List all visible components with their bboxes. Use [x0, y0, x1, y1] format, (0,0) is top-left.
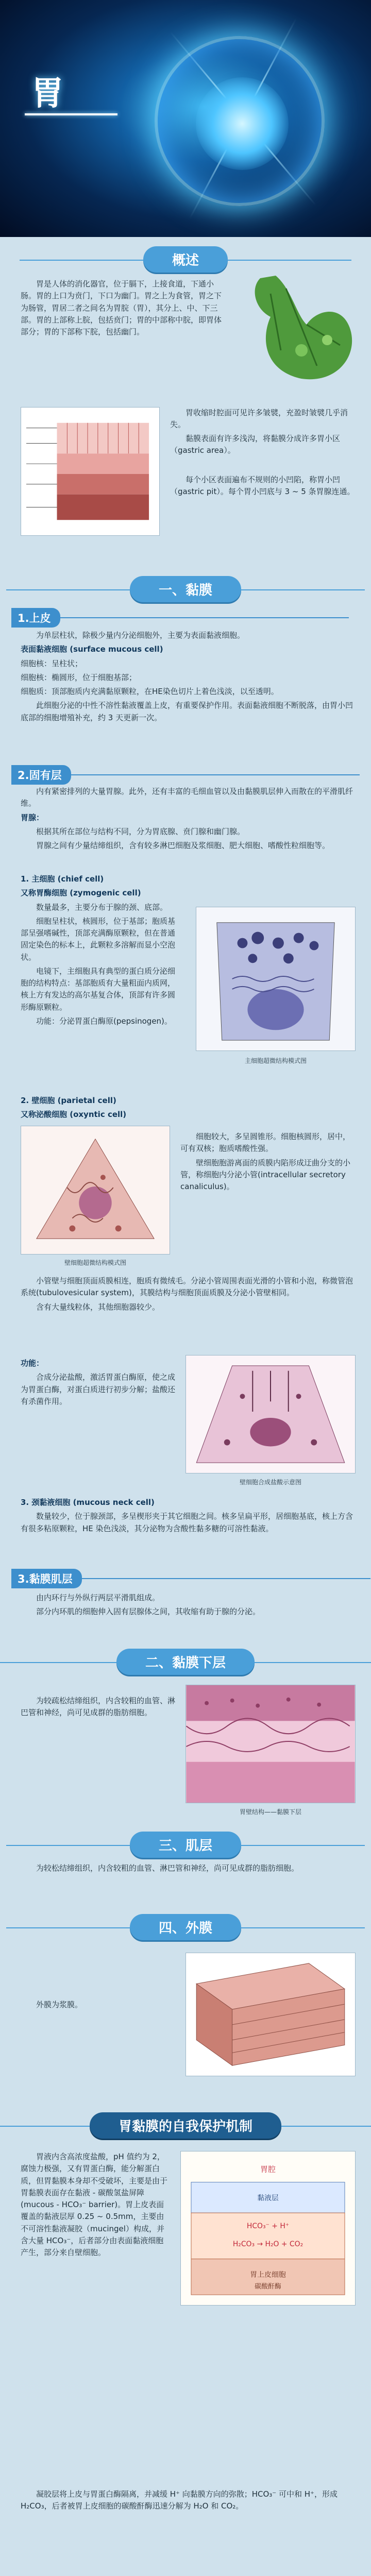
heading: 功能：: [21, 1359, 44, 1368]
section-title: 三、肌层: [130, 1832, 241, 1858]
overview-folds: 胃收缩时腔面可见许多皱襞，充盈时皱襞几乎消失。: [170, 408, 348, 430]
serosa-banner: [0, 1914, 371, 1940]
submucosa-micrograph: [185, 1685, 356, 1803]
parietal-cell-micrograph: [21, 1126, 170, 1255]
paragraph: 细胞较大，多呈圆锥形。细胞核圆形，居中，可有双核；胞质嗜酸性强。: [180, 1132, 351, 1154]
submucosa-caption: 胃壁结构——黏膜下层: [239, 1808, 301, 1816]
section-title: 胃黏膜的自我保护机制: [90, 2112, 281, 2139]
submucosa-banner: [0, 1649, 371, 1675]
glow-core: [196, 77, 289, 170]
chief-cell-caption: 主细胞超微结构模式图: [244, 1057, 307, 1064]
overview-paragraph: 胃是人体的消化器官，位于膈下，上接食道，下通小肠。胃的上口为贲门，下口为幽门。胃之上为食管，胃之下为肠管，胃居二者之间名为胃脘（胃），其分上、中、下三部。胃的上部称上脘，包括贲门；胃的中部称中脘，即胃体部分；胃的下部称下脘，包括幽门。: [21, 279, 222, 336]
diagram-label: 碳酸酐酶: [255, 2283, 281, 2291]
protection-text: 胃液内含高浓度盐酸，pH 值约为 2，腐蚀力极强，又有胃蛋白酶，能分解蛋白质，但胃黏膜本身却不受破坏，主要是由于胃黏膜表面存在黏液 - 碳酸氢盐屏障(mucous - HCO₃⁻ barrier)。胃上皮表面覆盖的黏液层厚 0.25 ~ 0.5mm，主要由不可溶性黏液凝胶（mucingel）构成，并含大量 HCO₃⁻，后者部分由表面黏液细胞产生，部分来自壁细胞。: [21, 2152, 168, 2257]
rule: [71, 774, 360, 775]
section-title: 一、黏膜: [130, 576, 241, 602]
page-title: 胃: [31, 75, 66, 113]
mucus-bicarbonate-barrier-diagram: [180, 2151, 356, 2306]
paragraph: 小管壁与细胞顶面质膜相连，胞质有微绒毛。分泌小管周围表面光滑的小管和小泡，称微管泡系统(tubulovesicular system)，其膜结构与细胞顶面质膜及分泌小管壁相同。: [21, 1276, 353, 1298]
subsection-tag: 1.上皮: [11, 608, 60, 628]
paragraph: 含有大量线粒体，其他细胞器较少。: [36, 1302, 160, 1312]
muscularis-text: [21, 1592, 356, 1620]
protection-text-2: 凝胶层将上皮与胃蛋白酶隔离，并减缓 H⁺ 向黏膜方向的弥散；HCO₃⁻ 可中和 H⁺，形成 H₂CO₃，后者被胃上皮细胞的碳酸酐酶迅速分解为 H₂O 和 CO₂。: [21, 2489, 338, 2511]
heading: 3. 颈黏液细胞 (mucous neck cell): [21, 1498, 155, 1507]
diagram-label: H₂CO₃ → H₂O + CO₂: [232, 2240, 303, 2248]
paragraph: 为单层柱状，除极少量内分泌细胞外，主要为表面黏液细胞。: [36, 631, 245, 640]
list-item: 细胞核：呈柱状；: [21, 658, 83, 668]
mucosa-banner: [0, 576, 371, 602]
heading: 又称胃酶细胞 (zymogenic cell): [21, 888, 141, 898]
paragraph: 壁细胞胞游离面的质膜内陷形成迂曲分支的小管，称细胞内分泌小管(intracellular secretory canaliculus)。: [180, 1158, 351, 1191]
heading: 2. 壁细胞 (parietal cell): [21, 1096, 116, 1105]
title-underline: [25, 113, 117, 115]
paragraph: 此细胞分泌的中性不溶性黏液覆盖上皮，有重要保护作用。表面黏液细胞不断脱落，由胃小凹底部的细胞增殖补充，约 3 天更新一次。: [21, 701, 353, 722]
protection-banner: [0, 2112, 371, 2139]
paragraph: 功能：分泌胃蛋白酶原(pepsinogen)。: [36, 1016, 172, 1026]
heading: 又称泌酸细胞 (oxyntic cell): [21, 1110, 127, 1120]
stomach-leaf-illustration: [229, 268, 363, 386]
parietal-function: [21, 1358, 175, 1410]
heading: 胃腺：: [21, 812, 44, 822]
paragraph: 部分内环肌的细胞伸入固有层腺体之间，其收缩有助于腺的分泌。: [36, 1607, 261, 1617]
mucous-neck-cell: [21, 1497, 356, 1537]
subsection-tag: 3.黏膜肌层: [11, 1569, 82, 1588]
diagram-label: 胃腔: [260, 2164, 276, 2174]
paragraph: 根据其所在部位与结构不同，分为胃底腺、贲门腺和幽门腺。: [36, 826, 245, 836]
submucosa-text: 为较疏松结缔组织，内含较粗的血管、淋巴管和神经，尚可见成群的脂肪细胞。: [21, 1696, 176, 1718]
chief-cell-micrograph: [196, 907, 356, 1051]
rule: [60, 617, 349, 618]
heading: 表面黏液细胞 (surface mucous cell): [21, 645, 163, 654]
subsection-lamina-propria: [11, 765, 360, 785]
paragraph: 由内环行与外纵行两层平滑肌组成。: [36, 1593, 160, 1602]
chief-cell-text: [21, 873, 175, 1029]
diagram-label: 胃上皮细胞: [250, 2270, 286, 2279]
paragraph: 胃腺之间有少量结缔组织，含有较多淋巴细胞及浆细胞、肥大细胞、嗜酸性粒细胞等。: [36, 841, 330, 850]
paragraph: 内有紧密排列的大量胃腺。此外，还有丰富的毛细血管以及由黏膜肌层伸入而散在的平滑肌纤维。: [21, 787, 353, 808]
diagram-label: HCO₃⁻ + H⁺: [246, 2222, 290, 2230]
subsection-tag: 2.固有层: [11, 765, 71, 785]
parietal-cell-caption: 壁细胞超微结构模式图: [64, 1259, 126, 1266]
parietal-cell-text: [180, 1131, 356, 1195]
parietal-cell-text-2: [21, 1275, 356, 1315]
serosa-text: 外膜为浆膜。: [36, 2000, 83, 2009]
paragraph: 合成分泌盐酸，激活胃蛋白酶原，使之成为胃蛋白酶，对蛋白质进行初步分解；盐酸还有杀菌作用。: [21, 1372, 176, 1406]
paragraph: 电镜下，主细胞具有典型的蛋白质分泌细胞的结构特点：基部胞质有大量粗面内质网，核上方有发达的高尔基复合体，顶部有许多圆形酶原颗粒。: [21, 966, 176, 1012]
section-title: 四、外膜: [130, 1914, 241, 1940]
paragraph: 数量较少，位于腺颈部，多呈楔形夹于其它细胞之间。核多呈扁平形，居细胞基底，核上方含有很多粘原颗粒，HE 染色浅淡，其分泌物为含酸性黏多糖的可溶性黏液。: [21, 1512, 353, 1533]
muscularis-layer-text: 为较松结缔组织，内含较粗的血管、淋巴管和神经，尚可见成群的脂肪细胞。: [36, 1863, 299, 1873]
section-title: 二、黏膜下层: [116, 1649, 255, 1675]
hero-banner: [0, 0, 371, 237]
diagram-label: 黏液层: [257, 2194, 279, 2202]
stomach-wall-3d-diagram: [185, 1953, 356, 2076]
subsection-epithelium: [11, 608, 349, 628]
overview-gastric-pit: 每个小区表面遍布不规则的小凹陷，称胃小凹（gastric pit）。每个胃小凹底与 3 ~ 5 条胃腺连通。: [170, 475, 355, 497]
list-item: 细胞核：椭圆形，位于细胞基部；: [21, 672, 137, 682]
lamina-text: [21, 786, 356, 854]
hcl-caption: 壁细胞合成盐酸示意图: [239, 1479, 301, 1486]
heading: 1. 主细胞 (chief cell): [21, 874, 104, 884]
paragraph: 细胞呈柱状，核圆形，位于基部；胞质基部呈强嗜碱性，顶部充满酶原颗粒，但在普通固定染色的标本上，此颗粒多溶解而显小空泡状。: [21, 916, 176, 962]
parietal-cell-heading: [21, 1095, 356, 1123]
section-title: 概述: [143, 246, 228, 273]
subsection-muscularis-mucosae: [11, 1569, 370, 1588]
overview-gastric-area: 黏膜表面有许多浅沟，将黏膜分成许多胃小区（gastric area）。: [170, 434, 341, 455]
paragraph: 数量最多，主要分布于腺的颈、底部。: [36, 902, 168, 912]
muscularis-banner: [0, 1832, 371, 1858]
rule: [82, 1578, 370, 1579]
hcl-synthesis-diagram: [185, 1355, 356, 1473]
gastric-wall-3d-diagram: [21, 407, 160, 536]
list-item: 细胞质：顶部胞质内充满黏原颗粒，在HE染色切片上着色浅淡，以至透明。: [21, 687, 279, 696]
epithelium-text: [21, 630, 356, 726]
